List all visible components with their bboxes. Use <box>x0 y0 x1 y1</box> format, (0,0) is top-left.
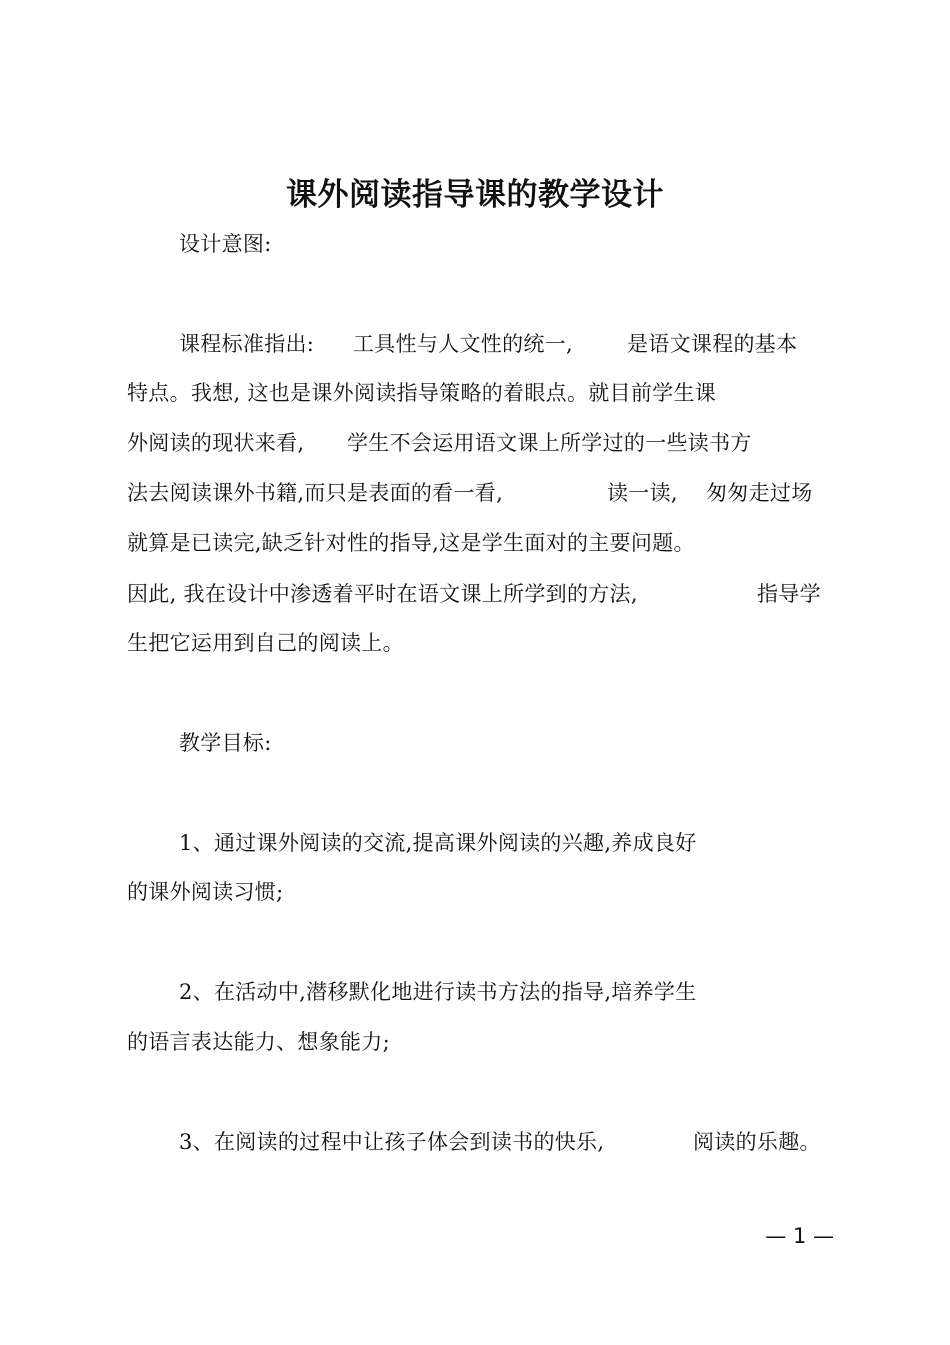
goal-2-line-2: 的语言表达能力、想象能力; <box>127 1030 390 1054</box>
intent-line-5: 就算是已读完,缺乏针对性的指导,这是学生面对的主要问题。 <box>127 531 695 555</box>
goal-3-line-1-seg-2: 阅读的乐趣。 <box>693 1130 821 1154</box>
intent-line-1-seg-1: 课程标准指出: <box>179 332 315 356</box>
intent-line-3-seg-2: 学生不会运用语文课上所学过的一些读书方 <box>347 431 752 455</box>
intent-line-4-seg-2: 读一读, <box>607 481 678 505</box>
intent-line-1-seg-2: 工具性与人文性的统一, <box>353 332 573 356</box>
goals-heading: 教学目标: <box>179 731 272 755</box>
goal-2-line-1: 2、在活动中,潜移默化地进行读书方法的指导,培养学生 <box>179 980 697 1004</box>
goal-1-line-1: 1、通过课外阅读的交流,提高课外阅读的兴趣,养成良好 <box>179 831 697 855</box>
document-title: 课外阅读指导课的教学设计 <box>286 177 664 213</box>
goal-3-line-1-seg-1: 3、在阅读的过程中让孩子体会到读书的快乐, <box>179 1130 605 1154</box>
intent-line-6-seg-1: 因此, 我在设计中渗透着平时在语文课上所学到的方法, <box>127 582 638 606</box>
page-number: — 1 — <box>765 1224 834 1248</box>
intent-line-2: 特点。我想, 这也是课外阅读指导策略的着眼点。就目前学生课 <box>127 381 717 405</box>
intent-line-3-seg-1: 外阅读的现状来看, <box>127 431 305 455</box>
intent-line-4-seg-3: 匆匆走过场 <box>706 481 813 505</box>
intent-line-1-seg-3: 是语文课程的基本 <box>627 332 798 356</box>
goal-1-line-2: 的课外阅读习惯; <box>127 880 284 904</box>
intent-heading: 设计意图: <box>179 232 272 256</box>
intent-line-4-seg-1: 法去阅读课外书籍,而只是表面的看一看, <box>127 481 504 505</box>
intent-line-6-seg-2: 指导学 <box>757 582 821 606</box>
intent-line-7: 生把它运用到自己的阅读上。 <box>127 631 404 655</box>
